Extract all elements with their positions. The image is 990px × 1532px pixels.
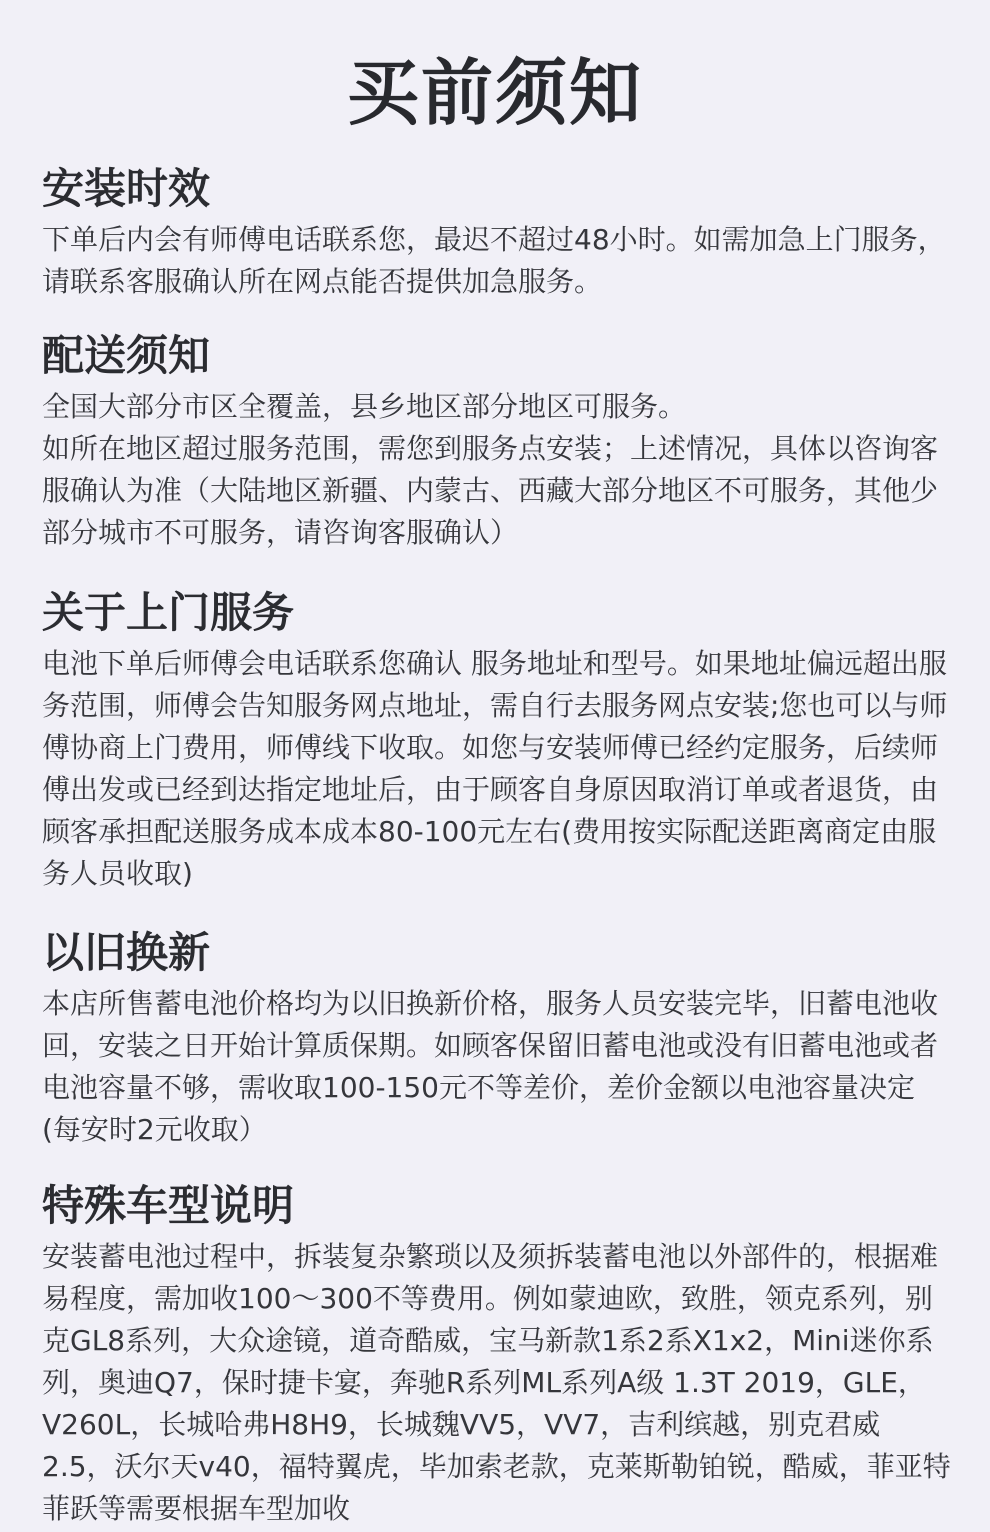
paragraph: 全国大部分市区全覆盖，县乡地区部分地区可服务。 xyxy=(42,390,687,423)
paragraph: 安装蓄电池过程中，拆装复杂繁琐以及须拆装蓄电池以外部件的，根据难易程度，需加收100～300不等费用。例如蒙迪欧，致胜，领克系列，别克GL8系列，大众途镜，道奇酷威，宝马新款1系2系X1x2，Mini迷你系列，奥迪Q7，保时捷卡宴，奔驰R系列ML系列A级 1.3T 2019，GLE， V260L，长城哈弗H8H9，长城魏VV5，VV7，吉利缤越，别克君威2.5，沃尔天v40，福特翼虎，毕加索老款，克莱斯勒铂锐，酷威，菲亚特菲跃等需要根据车型加收 xyxy=(42,1240,951,1525)
section-heading: 配送须知 xyxy=(42,331,211,380)
section-body xyxy=(42,219,952,303)
section-install-time xyxy=(42,163,952,303)
section-onsite-service xyxy=(42,587,952,895)
section-special-models xyxy=(42,1180,952,1530)
section-trade-in xyxy=(42,927,952,1151)
section-heading: 以旧换新 xyxy=(42,928,211,977)
paragraph: 如所在地区超过服务范围，需您到服务点安装；上述情况，具体以咨询客服确认为准（大陆地区新疆、内蒙古、西藏大部分地区不可服务，其他少部分城市不可服务，请咨询客服确认） xyxy=(42,432,939,549)
section-heading: 关于上门服务 xyxy=(42,588,295,637)
section-body xyxy=(42,386,952,554)
section-body xyxy=(42,983,952,1151)
section-delivery xyxy=(42,330,952,554)
section-heading: 特殊车型说明 xyxy=(42,1181,295,1230)
paragraph: 电池下单后师傅会电话联系您确认 服务地址和型号。如果地址偏远超出服务范围，师傅会告知服务网点地址，需自行去服务网点安装;您也可以与师傅协商上门费用，师傅线下收取。如您与安装师傅已经约定服务，后续师傅出发或已经到达指定地址后，由于顾客自身原因取消订单或者退货，由顾客承担配送服务成本成本80-100元左右(费用按实际配送距离商定由服务人员收取) xyxy=(42,647,948,890)
section-body xyxy=(42,1236,952,1530)
page-title: 买前须知 xyxy=(346,51,643,135)
paragraph: 本店所售蓄电池价格均为以旧换新价格，服务人员安装完毕，旧蓄电池收回，安装之日开始计算质保期。如顾客保留旧蓄电池或没有旧蓄电池或者电池容量不够，需收取100-150元不等差价，差价金额以电池容量决定(每安时2元收取） xyxy=(42,987,939,1146)
paragraph: 下单后内会有师傅电话联系您，最迟不超过48小时。如需加急上门服务，请联系客服确认所在网点能否提供加急服务。 xyxy=(42,223,946,298)
section-body xyxy=(42,643,952,895)
section-heading: 安装时效 xyxy=(42,164,211,213)
